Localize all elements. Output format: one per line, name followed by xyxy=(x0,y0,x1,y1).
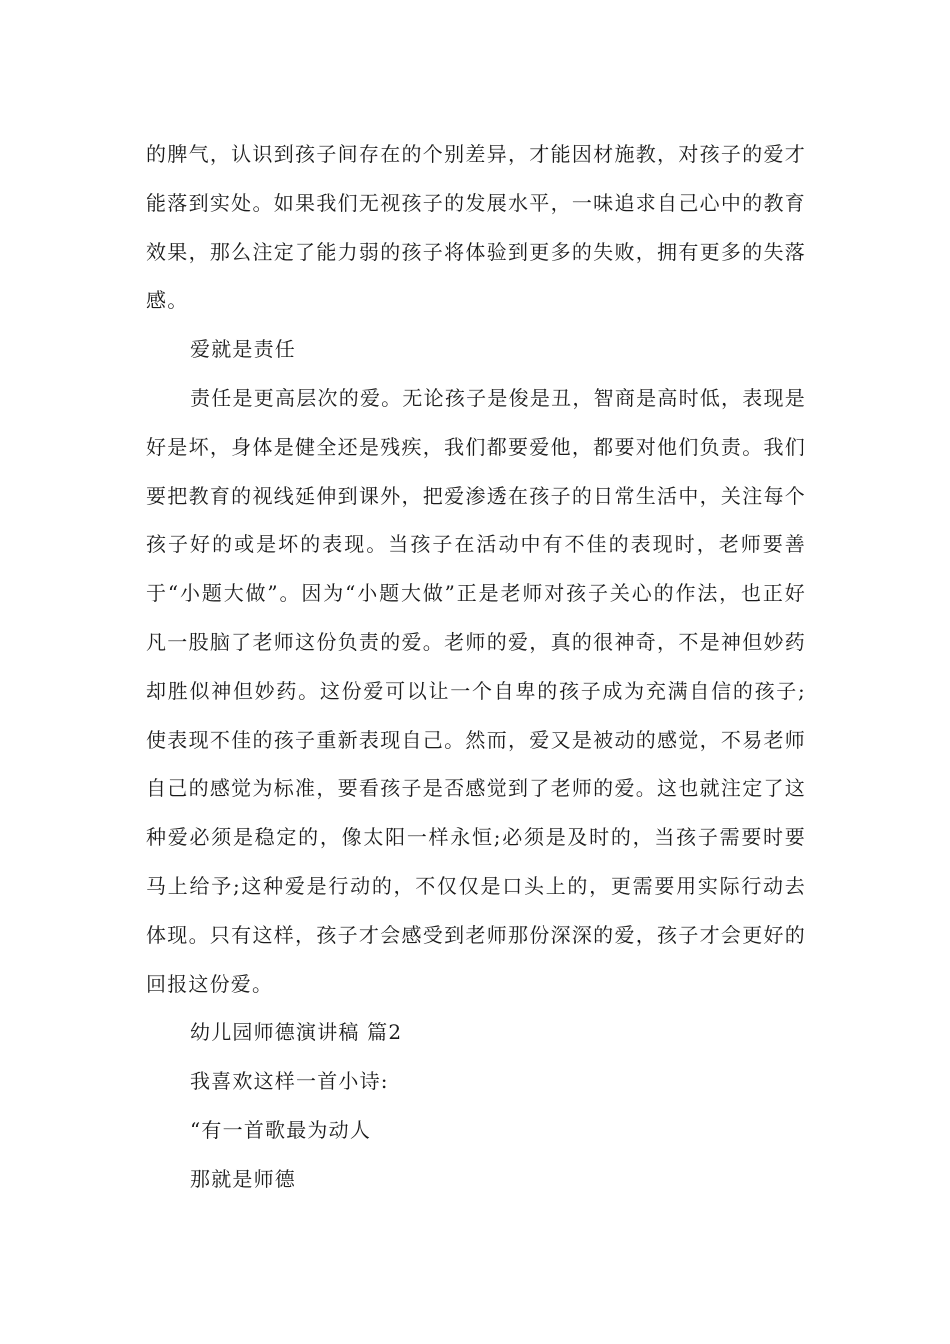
section-heading-speech-2: 幼儿园师德演讲稿 篇2 xyxy=(190,1020,403,1045)
poem-line-1: “有一首歌最为动人 xyxy=(190,1117,372,1142)
paragraph-poem-intro: 我喜欢这样一首小诗: xyxy=(190,1069,389,1094)
paragraph-continuation: 的脾气，认识到孩子间存在的个别差异，才能因材施教，对孩子的爱才能落到实处。如果我们无视孩子的发展水平，一味追求自己心中的教育效果，那么注定了能力弱的孩子将体验到更多的失败，拥有更多的失落感。 xyxy=(146,142,806,313)
paragraph-responsibility: 责任是更高层次的爱。无论孩子是俊是丑，智商是高时低，表现是好是坏，身体是健全还是残疾，我们都要爱他，都要对他们负责。我们要把教育的视线延伸到课外，把爱渗透在孩子的日常生活中，关注每个孩子好的或是坏的表现。当孩子在活动中有不佳的表现时，老师要善于“小题大做”。因为“小题大做”正是老师对孩子关心的作法，也正好凡一股脑了老师这份负责的爱。老师的爱，真的很神奇，不是神但妙药却胜似神但妙药。这份爱可以让一个自卑的孩子成为充满自信的孩子;使表现不佳的孩子重新表现自己。然而，爱又是被动的感觉，不易老师自己的感觉为标准，要看孩子是否感觉到了老师的爱。这也就注定了这种爱必须是稳定的，像太阳一样永恒;必须是及时的，当孩子需要时要马上给予;这种爱是行动的，不仅仅是口头上的，更需要用实际行动去体现。只有这样，孩子才会感受到老师那份深深的爱，孩子才会更好的回报这份爱。 xyxy=(146,385,806,996)
section-heading-love-is-responsibility: 爱就是责任 xyxy=(190,337,296,362)
document-body xyxy=(146,130,806,1204)
poem-line-2: 那就是师德 xyxy=(190,1166,296,1191)
